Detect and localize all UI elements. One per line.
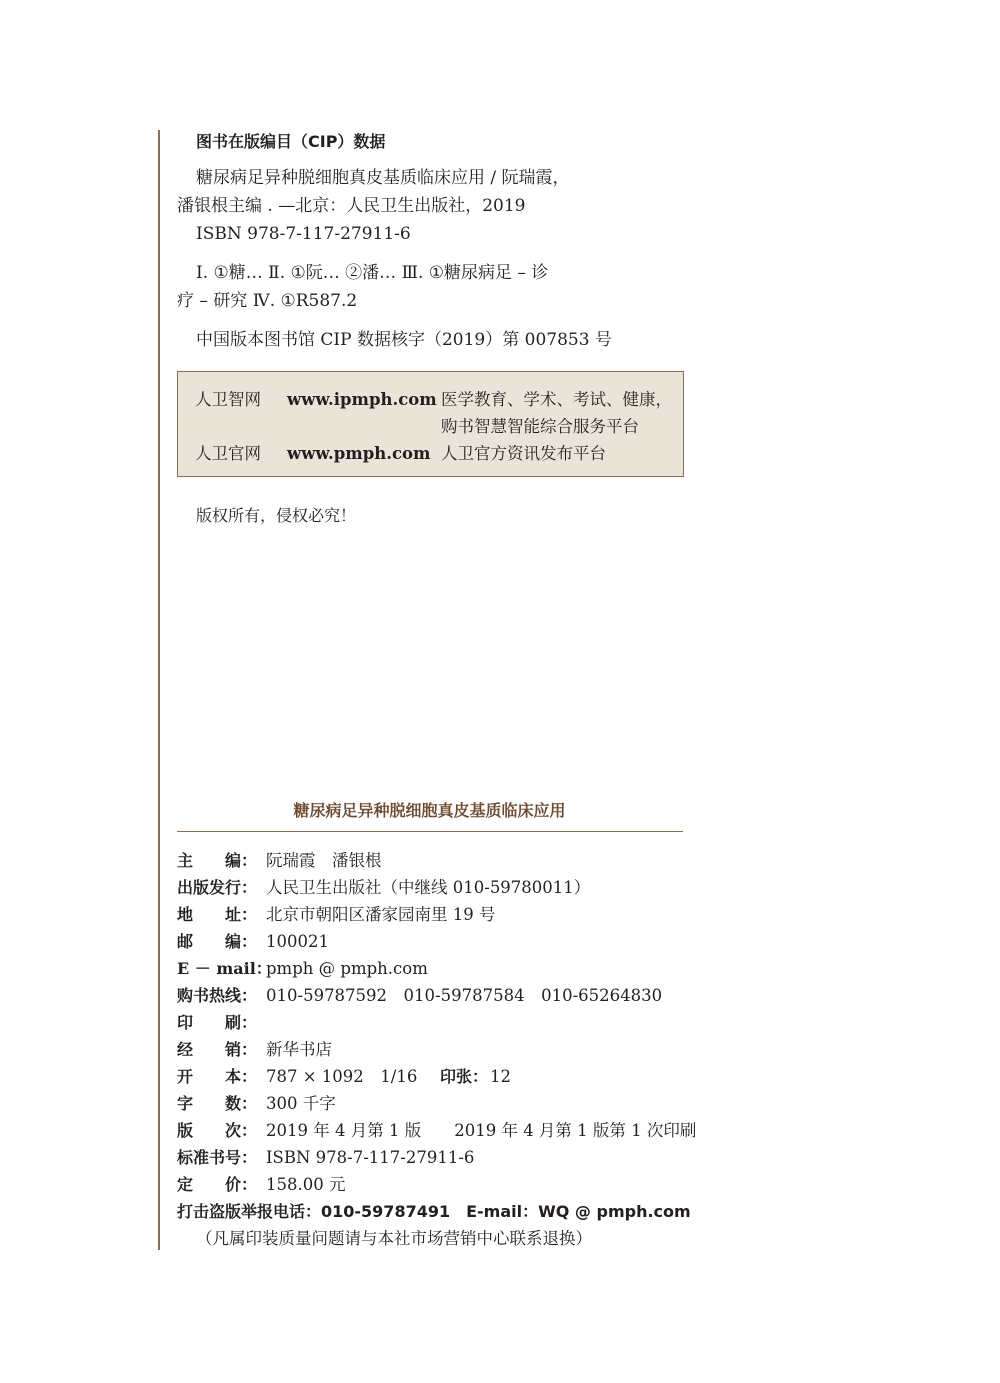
address-value: 北京市朝阳区潘家园南里 19 号 [266, 905, 496, 924]
cip-library-number: 中国版本图书馆 CIP 数据核字（2019）第 007853 号 [196, 330, 612, 350]
website-row1-desc-a: 医学教育、学术、考试、健康， [441, 390, 672, 409]
distributor-label: 经 销： [177, 1040, 258, 1059]
sheets-value: 12 [490, 1067, 511, 1086]
website-box [177, 371, 684, 477]
edition-label: 版 次： [177, 1121, 258, 1140]
title-divider [177, 831, 683, 832]
format-value: 787 × 1092 1/16 [266, 1067, 418, 1086]
isbn-label: 标准书号： [177, 1148, 258, 1167]
book-title: 糖尿病足异种脱细胞真皮基质临床应用 [293, 801, 566, 820]
email-label: E － mail： [177, 959, 272, 978]
format-label: 开 本： [177, 1067, 258, 1086]
email-value[interactable]: pmph @ pmph.com [266, 959, 428, 978]
sheets-label: 印张： [440, 1067, 489, 1086]
editor-label: 主 编： [177, 851, 258, 870]
website-row1-name: 人卫智网 [195, 390, 261, 409]
website-row2-name: 人卫官网 [195, 444, 261, 463]
postcode-value: 100021 [266, 932, 329, 951]
cip-isbn: ISBN 978-7-117-27911-6 [196, 224, 411, 244]
hotline-value: 010-59787592 010-59787584 010-65264830 [266, 986, 663, 1005]
word-count-value: 300 千字 [266, 1094, 336, 1113]
return-note: （凡属印装质量问题请与本社市场营销中心联系退换） [196, 1229, 592, 1248]
postcode-label: 邮 编： [177, 932, 258, 951]
cip-heading: 图书在版编目（CIP）数据 [196, 132, 386, 151]
editor-value: 阮瑞霞 潘银根 [266, 851, 382, 870]
website-row1-desc-b: 购书智慧智能综合服务平台 [441, 417, 639, 436]
anti-piracy-line: 打击盗版举报电话：010-59787491 E-mail：WQ @ pmph.com [177, 1202, 691, 1221]
website-row2-desc: 人卫官方资讯发布平台 [441, 444, 606, 463]
cip-title-line-2: 潘银根主编 . —北京：人民卫生出版社，2019 [177, 196, 526, 216]
copyright-notice: 版权所有，侵权必究！ [196, 506, 357, 525]
cip-classification-line-1: Ⅰ. ①糖… Ⅱ. ①阮… ②潘… Ⅲ. ①糖尿病足 – 诊 [196, 263, 549, 283]
printer-label: 印 刷： [177, 1013, 258, 1032]
publisher-value: 人民卫生出版社（中继线 010-59780011） [266, 878, 591, 897]
website-row2-url[interactable]: www.pmph.com [287, 444, 431, 463]
edition-value: 2019 年 4 月第 1 版 2019 年 4 月第 1 版第 1 次印刷 [266, 1121, 697, 1140]
distributor-value: 新华书店 [266, 1040, 332, 1059]
address-label: 地 址： [177, 905, 258, 924]
price-label: 定 价： [177, 1175, 258, 1194]
publisher-label: 出版发行： [177, 878, 258, 897]
hotline-label: 购书热线： [177, 986, 258, 1005]
price-value: 158.00 元 [266, 1175, 346, 1194]
isbn-value: ISBN 978-7-117-27911-6 [266, 1148, 475, 1167]
margin-rule [158, 130, 160, 1250]
website-row1-url[interactable]: www.ipmph.com [287, 390, 437, 409]
word-count-label: 字 数： [177, 1094, 258, 1113]
cip-title-line-1: 糖尿病足异种脱细胞真皮基质临床应用 / 阮瑞霞， [196, 168, 570, 188]
cip-classification-line-2: 疗 – 研究 Ⅳ. ①R587.2 [177, 291, 358, 311]
